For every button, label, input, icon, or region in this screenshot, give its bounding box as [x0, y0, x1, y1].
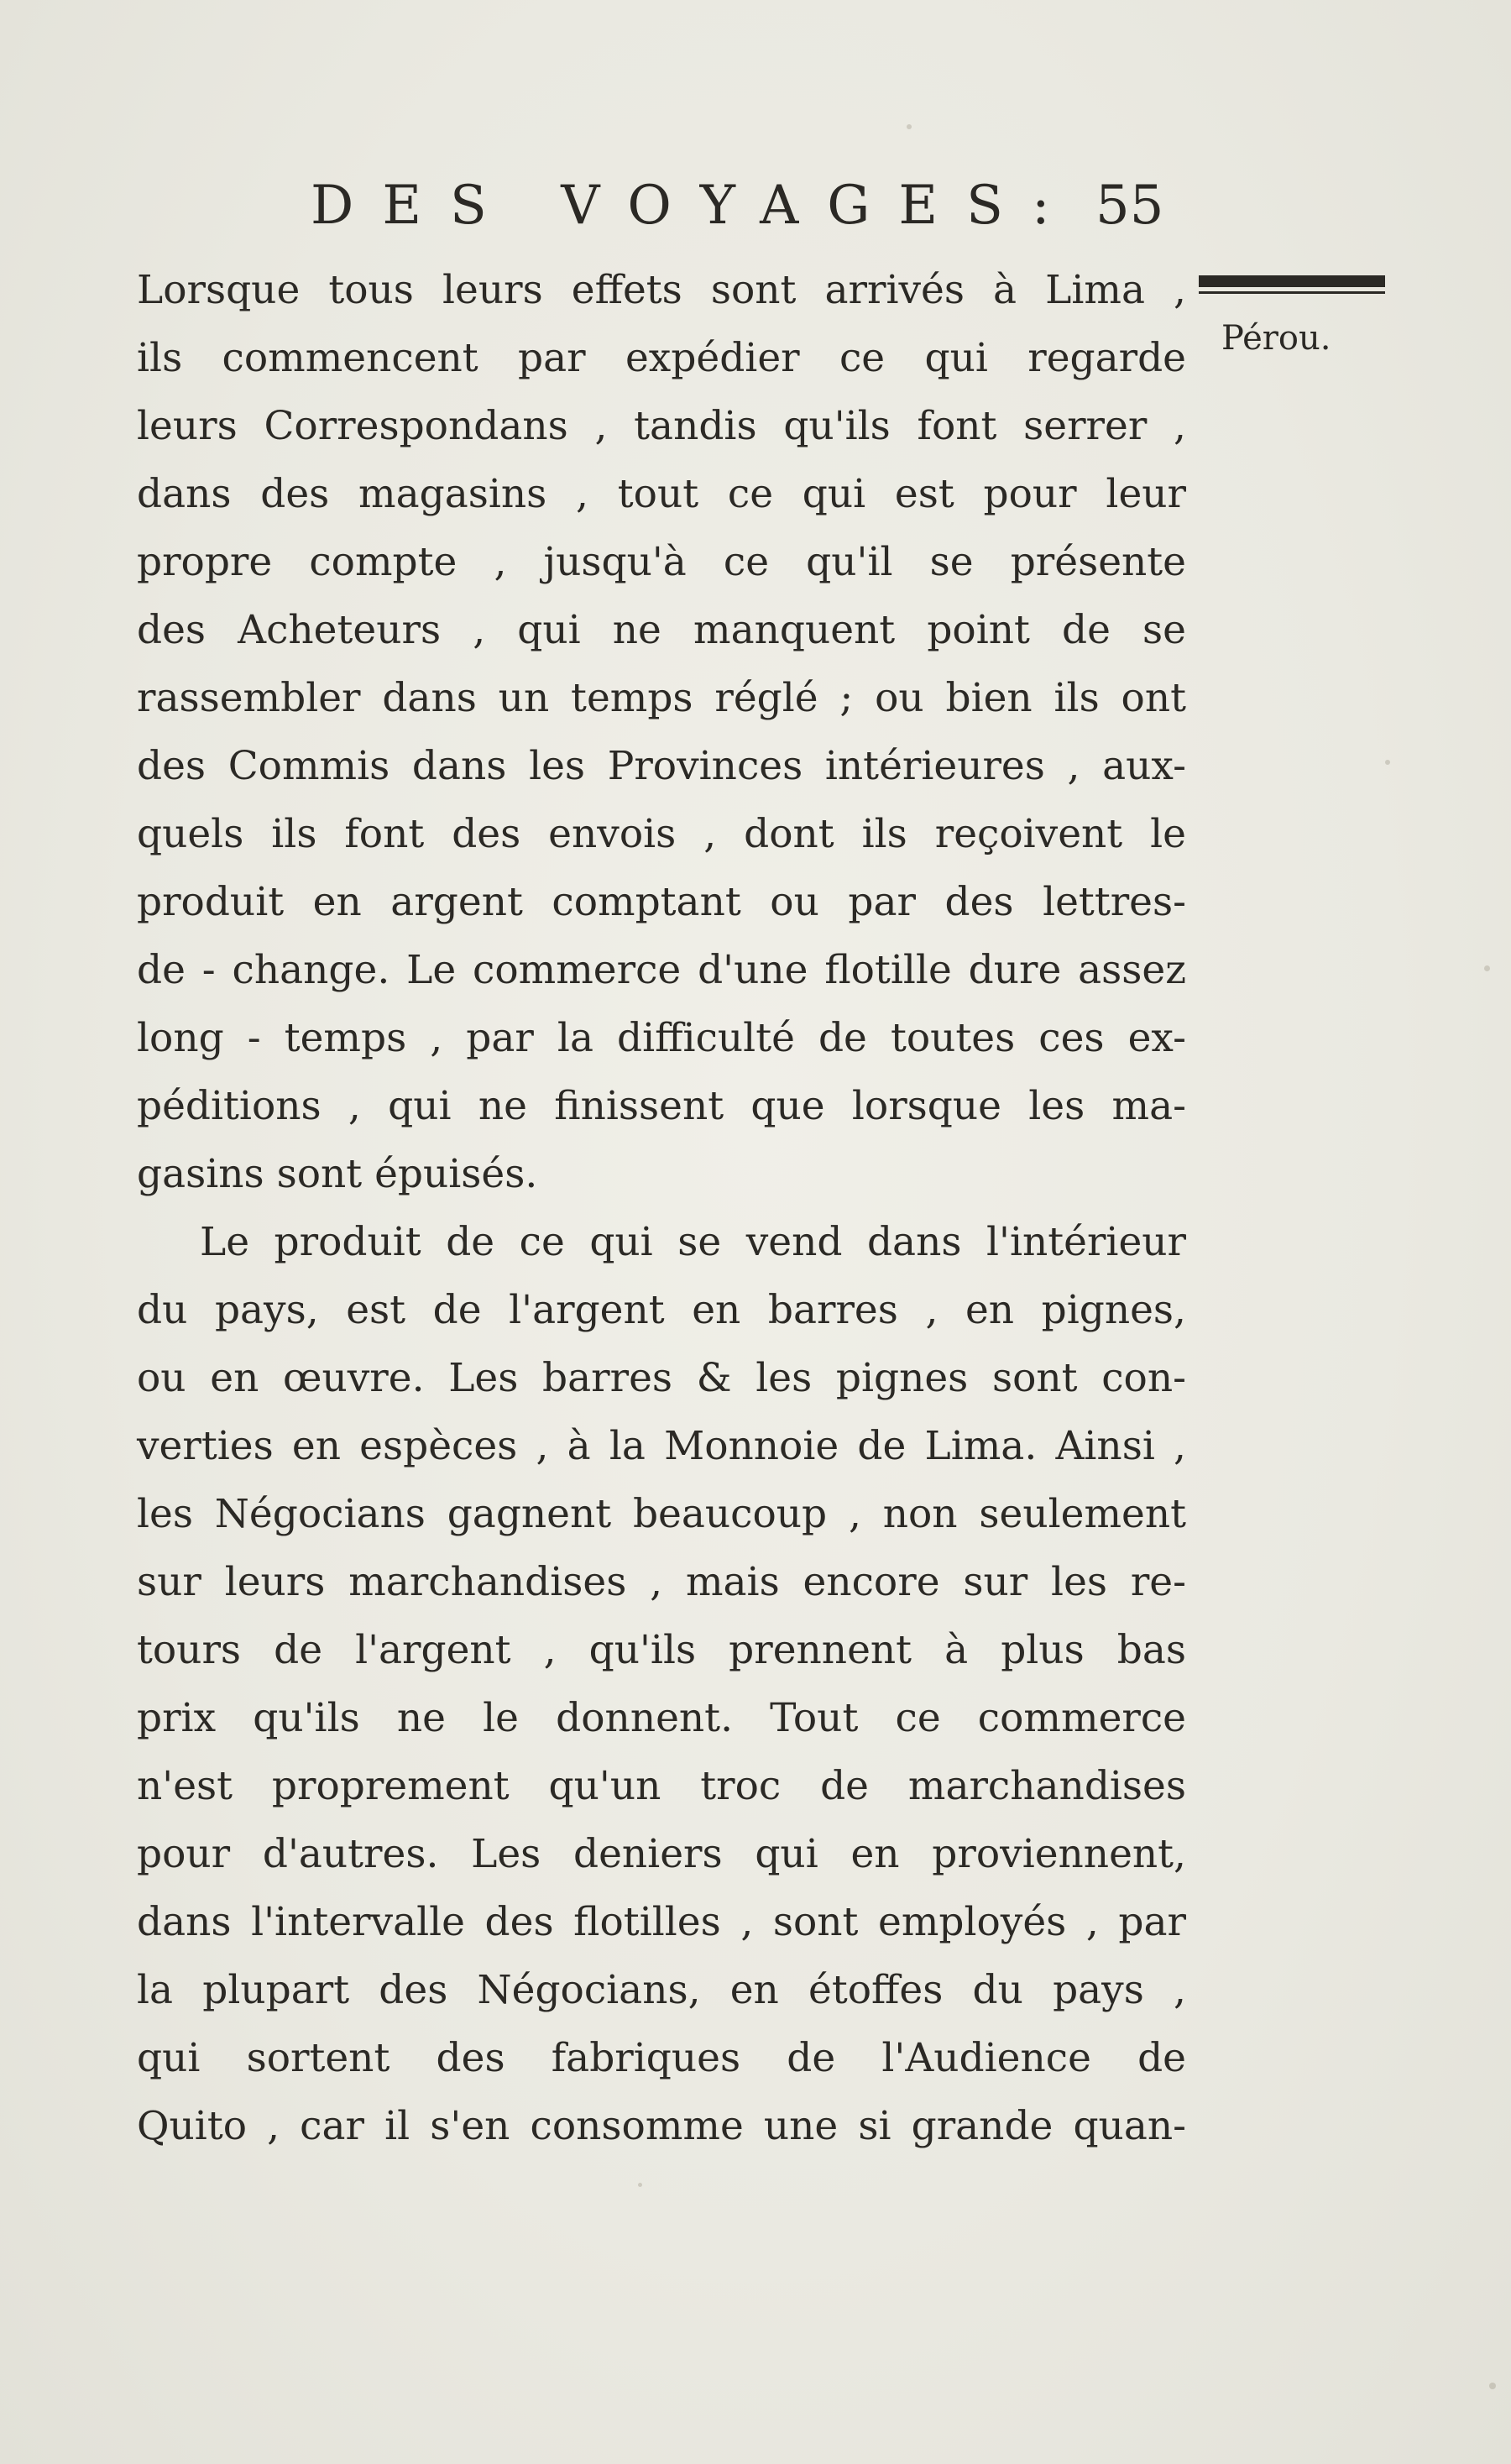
- text-line: la plupart des Négocians, en étoffes du pays ,: [137, 1967, 1186, 2013]
- text-line: les Négocians gagnent beaucoup , non seulement: [137, 1491, 1186, 1537]
- text-line: produit en argent comptant ou par des lettres-: [137, 879, 1186, 925]
- paper-speck: [1489, 2383, 1496, 2389]
- text-line: leurs Correspondans , tandis qu'ils font serrer ,: [137, 403, 1186, 449]
- paper-speck: [1385, 760, 1390, 765]
- text-line: dans des magasins , tout ce qui est pour leur: [137, 471, 1186, 517]
- text-line: propre compte , jusqu'à ce qu'il se présente: [137, 539, 1186, 585]
- text-line: Le produit de ce qui se vend dans l'intérieur: [200, 1219, 1186, 1265]
- text-line: dans l'intervalle des flotilles , sont employés , par: [137, 1899, 1186, 1945]
- text-line: quels ils font des envois , dont ils reçoivent le: [137, 811, 1186, 857]
- text-line: n'est proprement qu'un troc de marchandises: [137, 1763, 1186, 1809]
- margin-note: Pérou.: [1221, 319, 1331, 358]
- text-line: rassembler dans un temps réglé ; ou bien ils ont: [137, 675, 1186, 721]
- text-line: long - temps , par la difficulté de toutes ces ex-: [137, 1015, 1186, 1061]
- text-line: Quito , car il s'en consomme une si grande quan-: [137, 2103, 1186, 2149]
- text-line: des Commis dans les Provinces intérieures , aux-: [137, 743, 1186, 789]
- paper-speck: [907, 124, 912, 129]
- text-line: péditions , qui ne finissent que lorsque les ma-: [137, 1083, 1186, 1129]
- text-line: des Acheteurs , qui ne manquent point de se: [137, 607, 1186, 653]
- body-text: [137, 256, 1186, 2160]
- text-line: de - change. Le commerce d'une flotille dure assez: [137, 947, 1186, 993]
- text-line: ou en œuvre. Les barres & les pignes sont con-: [137, 1355, 1186, 1401]
- text-line: gasins sont épuisés.: [137, 1151, 538, 1197]
- running-head: [139, 172, 1179, 239]
- text-line: du pays, est de l'argent en barres , en pignes,: [137, 1287, 1186, 1333]
- text-line: sur leurs marchandises , mais encore sur les re-: [137, 1559, 1186, 1605]
- text-line: qui sortent des fabriques de l'Audience de: [137, 2035, 1186, 2081]
- text-line: Lorsque tous leurs effets sont arrivés à Lima ,: [137, 267, 1186, 313]
- text-line: pour d'autres. Les deniers qui en proviennent,: [137, 1831, 1186, 1877]
- text-line: tours de l'argent , qu'ils prennent à plus bas: [137, 1627, 1186, 1673]
- text-line: verties en espèces , à la Monnoie de Lima. Ainsi ,: [137, 1423, 1186, 1469]
- page-number: 55: [1095, 175, 1164, 237]
- text-line: ils commencent par expédier ce qui regarde: [137, 335, 1186, 381]
- paper-speck: [1484, 965, 1490, 971]
- running-title: DES VOYAGES:: [311, 175, 1079, 237]
- text-line: prix qu'ils ne le donnent. Tout ce commerce: [137, 1695, 1186, 1741]
- marginal-rule: [1199, 275, 1385, 287]
- paper-speck: [638, 2183, 642, 2187]
